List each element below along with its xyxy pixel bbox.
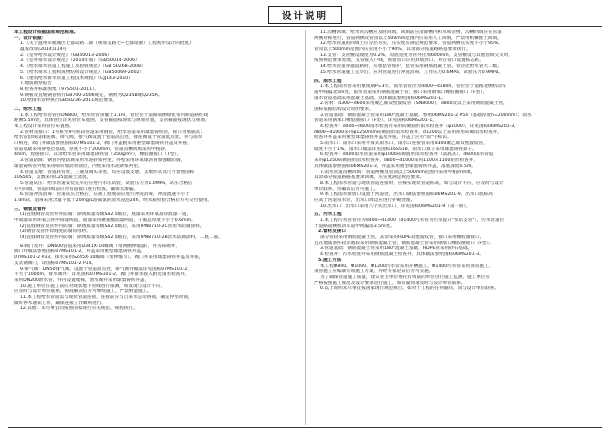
text-line: 4.检查井：污水检查井采用钢筋混凝土检查井，具体做法参照国标06MS201-3。 [320,252,484,258]
text-line: 严格按照施工规范及设计要求进行施工，如有疑问请及时与设计单位联系。 [314,280,466,286]
text-line: 3.管道防腐：钢管内壁防腐采用水泥砂浆衬里，外壁采用环氧煤沥青加强级防腐， [20,158,186,164]
text-line: 3.管道基础：钢筋混凝土管采用180°混凝土基础，HDPE管采用砂石基础。 [320,246,473,252]
text-line: d800~d1000采用φ1250mm砖砌圆形雨水检查井，d1200以上采用矩形砖砌雨水检查井， [314,129,502,135]
text-line: 11.本工程给水管道需与现状管道连接，连接前应与自来水公司协商，确定停水时间， [20,294,193,300]
text-line: 5.《给水排水工程构筑物结构设计规范》（GB50069-2002） [20,69,145,75]
text-line: 14.给水管道穿越道路时，应加套管保护，套管采用钢筋混凝土管，管径比给水管大二级。 [320,64,502,70]
text-line: 应高于河道常水位，出水口周边应进行护砌处理。 [314,197,416,203]
text-line: 不大于1000m，排水阀井：详见国标07MS101-2，阀门井排水接入附近雨水检查井， [14,272,190,278]
text-line: 阀门井做法参照国标07MS101-2，井盖采用重型球墨铸铁井盖， [14,249,146,255]
text-line: 8.检查井标准图集（97S501-2011）。 [20,86,99,92]
text-line: 温发改审[2014]114号 [20,47,68,53]
text-line: (4)直缝钢管及管件内防腐：除锈质量等级Sa2.5级后，采用IPN8710-2B饮水防腐涂料，二底二面。 [20,235,223,241]
text-line: 10.施工单位在施工前应对现状地下管线进行探测，如发现与设计不符， [20,283,166,289]
text-line: 8.阀门及井：DN600管道采用D341X-10蝶阀（带两侧伸缩器），井为砖砌井， [20,243,180,249]
text-line: 雨水管道基础采用混凝土基础，具体做法参照国标06MS201-1。 [314,95,446,101]
text-line: 4mm，焊接接口，其余给水管采用球墨铸铁管（350g/m²），橡胶圈接口（T型）。 [14,152,182,158]
text-line: 10.给排水管材执行GB50236-2011规范要求。 [20,98,118,104]
text-line: 12.其他：未尽事宜均按照国家现行有关规范、规程执行。 [20,306,138,312]
text-line: 6.以上说明未尽事宜按国家现行规范执行。如对于工程的任何疑问，请与设计单位联系。 [320,286,499,292]
right-column [314,30,600,425]
text-line: 具体做法参照国标06MS201-3，井盖采用重型球墨铸铁井盖，落底深度0.5m。 [314,163,476,169]
text-line: 6.检查井：d400雨水管道采用φ1000砖砌圆形雨水检查井（落底式），d600雨水管道 [320,152,494,158]
text-line: 8.本工程雨水管道与现状管道连接时，应核实现状管道标高，如与设计不符，应及时与设计 [320,180,504,186]
document-title: 设计说明 [281,11,328,22]
text-line: 管顶以上500mm范围内压实度不小于90%，其余部分按道路路基要求执行。 [314,47,471,53]
text-line: 按照规范要求处理，支管接入户线，预留管口应用封堵封口，并在管口设置标志桩。 [314,58,484,64]
text-line: 本工程Φ800、Φ1000、Φ1200污水管采用开槽施工，Φ1400污水管采用顶管施工， [320,263,494,269]
text-line: 方可回填，管道回填前应对管道接口进行检查，确保无渗漏。 [14,186,139,192]
text-line: (3)钢管及管件焊缝处防腐同母材。 [20,229,91,235]
section-heading: 五、污水工程 [314,212,342,218]
section-heading: 四、雨水工程 [314,78,342,84]
text-line: 9.排气阀：DN50排气阀，设置于管道高点处，排气阀井做法详见国标07MS101-2， [20,266,192,272]
text-line: 9.钢板及直缝钢管执行GB700-2006规定，钢材为Q235B或Q235A。 [20,92,163,98]
section-heading: 2.管材及接口 [318,229,346,235]
text-line: 5.管道试压：给水管道安装完毕后应进行水压试验，试验压力为1.0MPa，试压合格后 [20,180,193,186]
text-line: 6.《建筑给水排水管道工程技术规程》（CJJ143-2010） [20,75,133,81]
section-heading: 三、钢管及管件 [14,206,47,212]
text-line: (1)直缝钢管及管件外防腐：除锈质量等级Sa2.5级后，底漆采用环氧富锌底漆一道， [20,212,192,218]
section-heading: 本工程设计依据国家规范标准。 [14,30,79,35]
text-line: 10.出水口：出水口采用八字式出水口，详见国标06MS201-9（第一册）。 [320,203,471,209]
text-line: 球墨铸铁管外壁采用喷锌加沥青涂层，内壁采用水泥砂浆衬里。 [14,163,143,169]
text-line: 12.给水管道的回填土应分层夯实，压实度应满足规范要求，管道两侧压实度不小于95%， [320,41,503,47]
text-line: 采用DN200泄水管，井内设置爬梯，泄水阀井采用球墨铸铁井盖， [14,277,150,283]
text-line: 其余部分按道路路基要求回填，压实度满足规范要求。 [314,175,425,181]
text-line: 为了确保管道施工质量，建议业主单位委托有资质的单位进行施工监测，施工单位应 [320,274,490,280]
text-line: 3.管道基础：钢筋混凝土管采用180°混凝土基础，参照06MS201-2 P54（基础厚度h=200mm）；雨水 [320,112,532,118]
section-heading: 二、给水工程 [14,106,42,112]
text-line: 管道采用钢承口橡胶圈接口（F型），详见国标06MS201-1。 [314,118,437,124]
text-line: 13.支管：支管敷设坡度为0.2%，沟底宽度为管外径加600mm，支管敷设与其他管线交叉时， [320,52,513,58]
text-line: 应及时与设计单位联系，协商解决后方可继续施工，严禁野蛮施工。 [14,289,152,295]
text-line: 支式钢阀门，详国标07MS101-2 P14。 [14,260,97,266]
text-line: 部分管段采用钢筋混凝土管，其余采用HDPE双壁波纹管，接口采用橡胶圈接口， [320,235,485,241]
text-line: 4.管道支墩：管道转弯处、三通及端头等处，均应设置支墩，支墩形式及尺寸参照国标 [20,169,195,175]
text-line: 9.本工程雨水排放口设置于河道处，出水口做法参照国标06MS201-9，出水口底标高 [320,192,493,198]
text-line: 7.地质勘察报告 [20,81,52,87]
text-line: 1.本工程雨水管采用重现期P=3年，雨水管管径为d400~d1800，管位位于道路北侧机动车 [320,84,507,90]
text-line: 管道基础采用砂垫层基础，厚度不小于200mm，管道沟槽回填采用中粗砂， [14,146,170,152]
text-line: 3.《室外排水设计规范》（2014年版）（GB50014-2006） [20,58,140,64]
text-line: 15.给水管道施工完毕后，应对管道进行冲洗消毒，工作压力0.6MPa，试验压力0.9MPa。 [320,69,504,75]
text-line: 7.雨水管道沟槽回填：管道两侧及管顶以上500mm范围内采用中粗砂回填， [320,169,476,175]
text-line: 2.《室外给水设计规范》（GB50013-2006） [20,52,112,58]
left-column [14,30,300,425]
text-line: 2.管材：d300~d600采用聚乙烯双壁波纹管（SN8000），d800及以上采用钢筋混凝土管， [320,101,508,107]
text-line: 4.《给水排水管道工程施工及验收规范》（GB 50268-2008） [20,64,146,70]
section-heading: 一、设计依据： [14,35,47,41]
text-line: 道中线偏北5m处，雨水管道采用钢筋混凝土管，接口采用钢承口橡胶圈接口（F型）， [314,89,488,95]
text-line: 2.管材及接口：1号桩至9号桩段管道采用钢管，给水管道采用球墨铸铁管，接口为承插式； [20,129,205,135]
text-line: 采用φ1250砖砌圆形雨水检查井，d800~d1000采用1100×1100矩形检查井， [314,158,478,164]
column-divider [305,30,306,425]
text-line: 5.雨水口：雨水口采用平算式雨水口，雨水口连接管采用d300聚乙烯双壁波纹管， [320,141,488,147]
text-line: 检查井井盖采用重型球墨铸铁井盖及井座，井盖上应有"雨"字标识。 [314,135,452,141]
text-line: 给水管沿线设排泥阀、排气阀，排气阀设置于管道高点处，排泥阀设于管道低点处，并与雨水 [14,135,203,141]
text-line: 4.检查井：d400~d600雨水检查井采用砖砌圆形雨水检查井（φ1000），详见国标06MS201-3， [320,124,519,129]
text-line: 两侧对称进行，管道两侧及管顶以上500mm范围内应采用人工回填，严禁用机械推土回填。 [314,35,502,41]
text-line: 1.0m/s，消毒采用含量不低于20mg/L游离氯的清水浸泡24h，经水质检验合格后方可交付使用。 [14,197,213,203]
top-rule [8,26,602,27]
text-line: 10S505，支墩采用C25混凝土浇筑。 [14,175,92,181]
text-line: 且在地质条件较差地段采用钢筋混凝土管，钢筋混凝土管采用钢承口橡胶圈接口（F型）。 [314,240,494,246]
text-line: (2)直缝钢管及管件内防腐：除锈质量等级Sa2.5级后，采用IPN8710-2C饮用水防腐涂料。 [20,223,205,229]
section-heading: 5.施工方法 [318,257,342,263]
text-line: 1.本工程污水管管径为d400~d1400（d1400污水管为污水提升"泵站支管"），污水管道位 [320,218,505,223]
text-line: 1.《关于温州市鹿城区七都岛路二期（规划支路七~七都堤塘）工程初步设计的批复》 [20,41,194,47]
bottom-rule [8,427,602,428]
text-line: 07MS101-2 P33，排水采用SZ45X-10蝶阀（带伸缩节），阀门井采用球墨铸铁井盖及井座， [14,255,204,261]
text-line: 于道路南侧机动车道中线偏南3.5m处。 [314,223,395,229]
text-line: 顶管施工应编制专项施工方案，并经专家论证后方可实施。 [314,269,434,275]
text-line: 1.本工程给水管管径DN800，给水管管顶覆土1.1m，管位位于道路南侧绿化带内距道路红线 [20,112,209,118]
text-line: 单位联系，待确认后方可施工。 [314,186,379,192]
text-line: 11.沟槽回填：给水管沟槽应及时回填，回填前应清除槽内积水和杂物，沟槽回填应在管道 [320,30,502,35]
text-line: 6.管道冲洗消毒：管道试压合格后，在竣工验收前应进行冲洗消毒，冲洗流速不小于 [20,192,190,198]
text-line: 做好停水通知工作，确保连接工作顺利进行。 [14,300,106,306]
text-line: 本工程设计采用管位布置图。 [14,124,74,129]
text-line: 口相连，阀门井做法参照国标07MS101-2，阀门井盖板采用重型球墨铸铁井盖及井座， [14,141,192,147]
text-line: 国标依据结构设计说明要求。 [314,106,374,112]
text-line: 距侧5.5m处，具体管位详见管位布置图，支管截面按现状与规划位置，支管截面按现状与规划， [14,118,210,124]
title-box [268,6,342,24]
text-line: 中间漆采用环氧云铁中间漆两道，面漆采用聚氨酯面漆两道，干膜总厚度不小于0.6mm。 [14,218,196,223]
text-line: 坡度不小于1%，雨水口做法详见国标16S518，雨水口算子采用球墨铸铁算子。 [314,146,477,152]
